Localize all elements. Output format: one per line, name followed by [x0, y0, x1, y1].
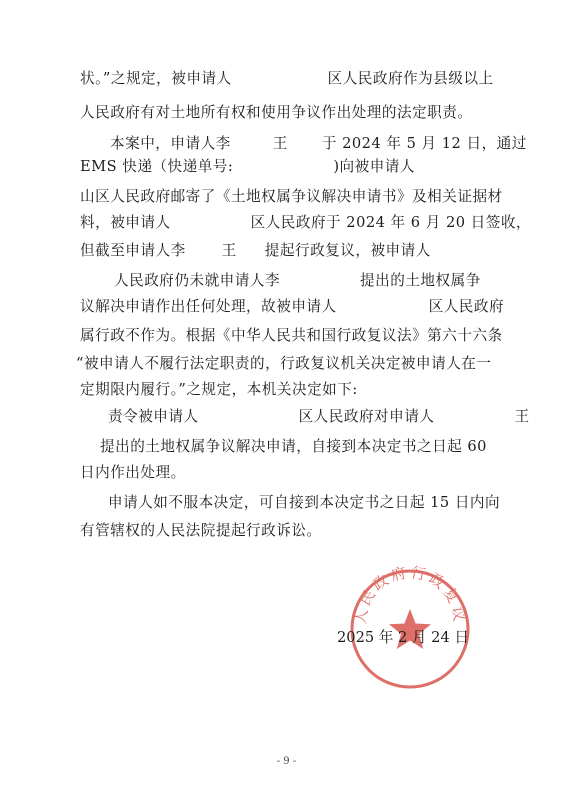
body-line-16: 申请人如不服本决定，可自接到本决定书之日起 15 日内向	[108, 494, 501, 511]
body-line-15: 日内作出处理。	[80, 464, 186, 481]
page-number: - 9 -	[276, 756, 297, 767]
body-line-6: 料，被申请人 区人民政府于 2024 年 6 月 20 日签收，	[80, 214, 532, 231]
body-line-2: 人民政府有对土地所有权和使用争议作出处理的法定职责。	[80, 104, 473, 121]
body-line-13: 责令被申请人 区人民政府对申请人 王	[108, 408, 530, 425]
body-line-12: 定期限内履行。”之规定，本机关决定如下:	[80, 381, 358, 398]
document-date: 2025 年 2 月 24 日	[337, 629, 469, 646]
body-line-3: 本案中，申请人李 王 于 2024 年 5 月 12 日，通过	[110, 135, 527, 152]
body-line-7: 但截至申请人李 王 提起行政复议，被申请人	[80, 242, 431, 259]
body-line-9: 议解决申请作出任何处理，故被申请人 区人民政府	[80, 298, 505, 315]
body-line-17: 有管辖权的人民法院提起行政诉讼。	[80, 522, 322, 539]
body-line-1: 状。”之规定，被申请人 区人民政府作为县级以上	[80, 70, 494, 87]
body-line-5: 山区人民政府邮寄了《土地权属争议解决申请书》及相关证据材	[80, 188, 503, 205]
body-line-11: “被申请人不履行法定职责的，行政复议机关决定被申请人在一	[76, 355, 492, 372]
body-line-8: 人民政府仍未就申请人李 提出的土地权属争	[114, 272, 481, 289]
body-line-4: EMS 快递（快递单号: )向被申请人	[80, 158, 415, 175]
body-line-10: 属行政不作为。根据《中华人民共和国行政复议法》第六十六条	[80, 327, 503, 344]
body-line-14: 提出的土地权属争议解决申请，自接到本决定书之日起 60	[100, 438, 487, 455]
svg-text:人民政府行政复议: 人民政府行政复议	[351, 565, 469, 626]
